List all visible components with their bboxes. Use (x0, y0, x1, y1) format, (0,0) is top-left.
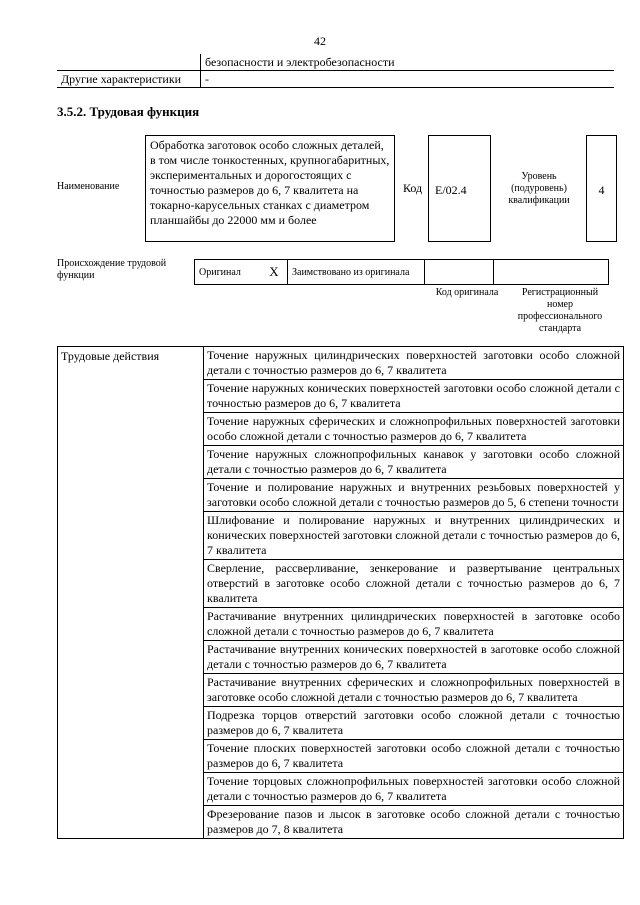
labor-actions-table (57, 346, 624, 839)
labor-action-item: Растачивание внутренних сферических и сложнопрофильных поверхностей в заготовке особо сложной детали с точностью размеров до 6, 7 квалитета (204, 674, 624, 707)
code-value: E/02.4 (435, 183, 467, 197)
registration-number-cell (494, 260, 609, 285)
labor-action-item: Растачивание внутренних конических поверхностей в заготовке особо сложной детали с точностью размеров до 6, 7 квалитета (204, 641, 624, 674)
labor-action-item: Точение наружных сферических и сложнопрофильных поверхностей заготовки особо сложной детали с точностью размеров до 6, 7 квалитета (204, 413, 624, 446)
continuation-text: безопасности и электробезопасности (201, 54, 615, 71)
labor-actions-header: Трудовые действия (58, 347, 204, 839)
labor-action-item: Точение и полирование наружных и внутренних резьбовых поверхностей у заготовки особо сложной детали с точностью размеров до 5, 6 степени точности (204, 479, 624, 512)
table-row (195, 260, 609, 285)
table-row (57, 71, 614, 88)
function-name-box (145, 135, 395, 242)
table-row (57, 54, 614, 71)
name-label: Наименование (57, 181, 120, 192)
other-characteristics-label: Другие характеристики (57, 71, 201, 88)
registration-number-caption: Регистрационный номер профессионального стандарта (517, 287, 603, 334)
labor-action-item: Точение торцовых сложнопрофильных поверхностей заготовки особо сложной детали с точностью размеров до 6, 7 квалитета (204, 773, 624, 806)
original-mark: X (261, 260, 288, 285)
labor-action-item: Растачивание внутренних цилиндрических поверхностей в заготовке особо сложной детали с точностью размеров до 6, 7 квалитета (204, 608, 624, 641)
origin-label: Происхождение трудовой функции (57, 258, 167, 281)
labor-action-item: Точение плоских поверхностей заготовки особо сложной детали с точностью размеров до 6, 7 квалитета (204, 740, 624, 773)
labor-action-item: Точение наружных конических поверхностей заготовки особо сложной детали с точностью размеров до 6, 7 квалитета (204, 380, 624, 413)
code-label: Код (403, 181, 423, 195)
characteristics-table (57, 54, 614, 88)
labor-action-item: Шлифование и полирование наружных и внутренних цилиндрических и конических поверхностей заготовки сложной детали с точностью размеров до 6, 7 квалитета (204, 512, 624, 560)
code-value-box (428, 135, 491, 242)
section-title: 3.5.2. Трудовая функция (57, 104, 200, 119)
level-label: Уровень (подуровень) квалификации (508, 171, 570, 206)
borrowed-label: Заимствовано из оригинала (288, 260, 425, 285)
function-name: Обработка заготовок особо сложных деталей, в том числе тонкостенных, крупногабаритных, экспериментальных и дорогостоящих с точностью размеров до 6, 7 квалитета на токарно-карусельных станках с диаметром планшайбы до 22000 мм и более (150, 138, 390, 227)
original-code-cell (425, 260, 494, 285)
original-code-caption: Код оригинала (435, 287, 499, 298)
page-number: 42 (314, 34, 326, 48)
labor-action-item: Точение наружных цилиндрических поверхностей заготовки особо сложной детали с точностью размеров до 6, 7 квалитета (204, 347, 624, 380)
level-value-box (586, 135, 617, 242)
original-label: Оригинал (195, 260, 262, 285)
labor-action-item: Подрезка торцов отверстий заготовки особо сложной детали с точностью размеров до 6, 7 квалитета (204, 707, 624, 740)
other-characteristics-value: - (201, 71, 615, 88)
table-row (58, 347, 624, 380)
labor-action-item: Фрезерование пазов и лысок в заготовке особо сложной детали с точностью размеров до 7, 8 квалитета (204, 806, 624, 839)
labor-action-item: Точение наружных сложнопрофильных канавок у заготовки особо сложной детали с точностью размеров до 6, 7 квалитета (204, 446, 624, 479)
origin-table (194, 259, 609, 285)
labor-action-item: Сверление, рассверливание, зенкерование и развертывание центральных отверстий в заготовке особо сложной детали с точностью размеров до 6, 7 квалитета (204, 560, 624, 608)
level-value: 4 (598, 183, 605, 197)
